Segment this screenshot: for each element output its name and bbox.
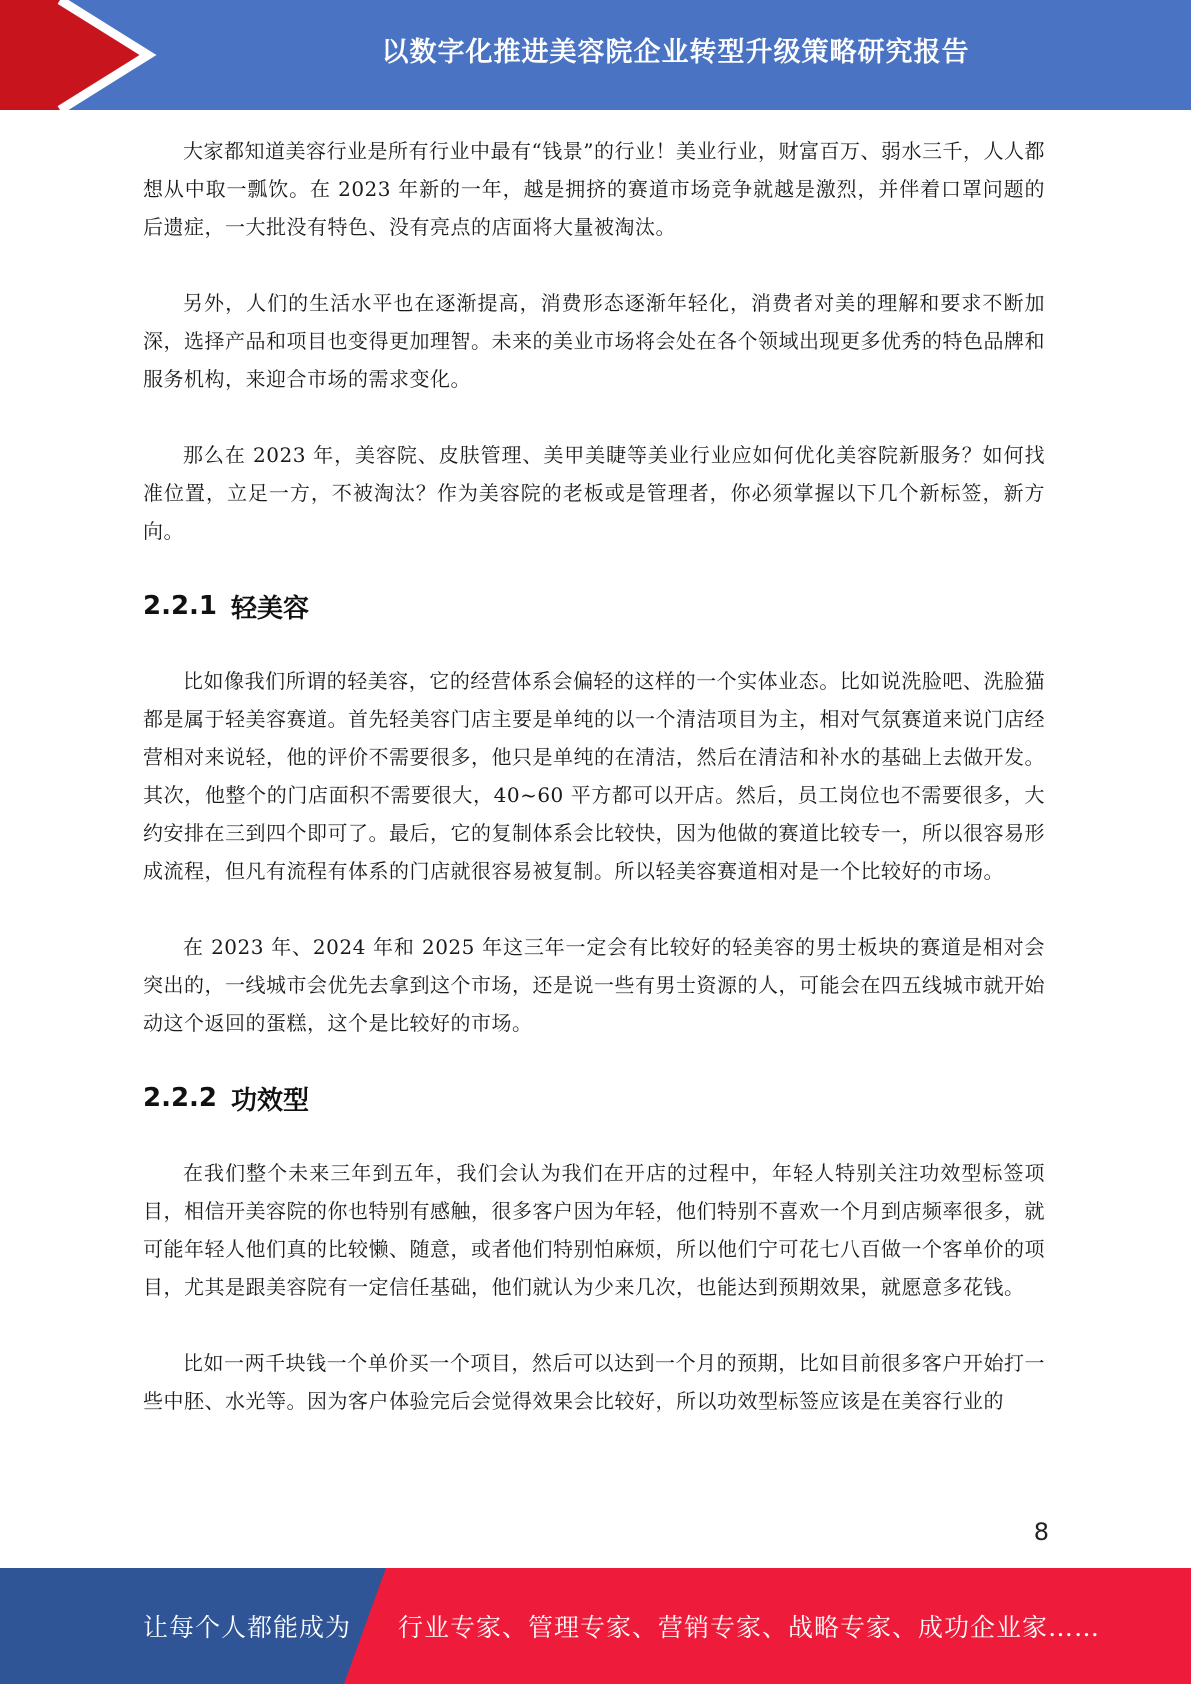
header-red-arrow (0, 0, 148, 110)
section-number: 2.2.2 (143, 1083, 218, 1113)
section2-paragraph-2: 比如一两千块钱一个单价买一个项目，然后可以达到一个月的预期，比如目前很多客户开始打一些中胚、水光等。因为客户体验完后会觉得效果会比较好，所以功效型标签应该是在美容行业的 (143, 1351, 1045, 1413)
document-body (143, 132, 1045, 1420)
section1-paragraph-1: 比如像我们所谓的轻美容，它的经营体系会偏轻的这样的一个实体业态。比如说洗脸吧、洗脸猫都是属于轻美容赛道。首先轻美容门店主要是单纯的以一个清洁项目为主，相对气氛赛道来说门店经营相对来说轻，他的评价不需要很多，他只是单纯的在清洁，然后在清洁和补水的基础上去做开发。其次，他整个的门店面积不需要很大，40~60 平方都可以开店。然后，员工岗位也不需要很多，大约安排在三到四个即可了。最后，它的复制体系会比较快，因为他做的赛道比较专一，所以很容易形成流程，但凡有流程有体系的门店就很容易被复制。所以轻美容赛道相对是一个比较好的市场。 (143, 669, 1045, 883)
intro-paragraph-2: 另外，人们的生活水平也在逐渐提高，消费形态逐渐年轻化，消费者对美的理解和要求不断加深，选择产品和项目也变得更加理智。未来的美业市场将会处在各个领域出现更多优秀的特色品牌和服务机构，来迎合市场的需求变化。 (143, 291, 1045, 391)
page-footer (0, 1568, 1191, 1684)
section-title: 功效型 (231, 1085, 310, 1116)
footer-slogan-right: 行业专家、管理专家、营销专家、战略专家、成功企业家…… (398, 1613, 1101, 1642)
report-title: 以数字化推进美容院企业转型升级策略研究报告 (381, 36, 970, 68)
page-number: 8 (1033, 1518, 1049, 1546)
section2-paragraph-1: 在我们整个未来三年到五年，我们会认为我们在开店的过程中，年轻人特别关注功效型标签项目，相信开美容院的你也特别有感触，很多客户因为年轻，他们特别不喜欢一个月到店频率很多，就可能年轻人他们真的比较懒、随意，或者他们特别怕麻烦，所以他们宁可花七八百做一个客单价的项目，尤其是跟美容院有一定信任基础，他们就认为少来几次，也能达到预期效果，就愿意多花钱。 (143, 1161, 1045, 1299)
intro-paragraph-3: 那么在 2023 年，美容院、皮肤管理、美甲美睫等美业行业应如何优化美容院新服务？如何找准位置，立足一方，不被淘汰？作为美容院的老板或是管理者，你必须掌握以下几个新标签，新方向。 (143, 443, 1045, 543)
intro-paragraph-1: 大家都知道美容行业是所有行业中最有“钱景”的行业！美业行业，财富百万、弱水三千，人人都想从中取一瓢饮。在 2023 年新的一年，越是拥挤的赛道市场竞争就越是激烈，并伴着口罩问题的后遗症，一大批没有特色、没有亮点的店面将大量被淘汰。 (143, 139, 1045, 239)
section-heading-2-2-2 (143, 1042, 1045, 1154)
footer-slogan-left: 让每个人都能成为 (143, 1613, 352, 1642)
section-number: 2.2.1 (143, 591, 218, 621)
section1-paragraph-2: 在 2023 年、2024 年和 2025 年这三年一定会有比较好的轻美容的男士板块的赛道是相对会突出的，一线城市会优先去拿到这个市场，还是说一些有男士资源的人，可能会在四五线城市就开始动这个返回的蛋糕，这个是比较好的市场。 (143, 935, 1045, 1035)
section-heading-2-2-1 (143, 550, 1045, 662)
section-title: 轻美容 (231, 593, 310, 624)
page-header (0, 0, 1191, 110)
